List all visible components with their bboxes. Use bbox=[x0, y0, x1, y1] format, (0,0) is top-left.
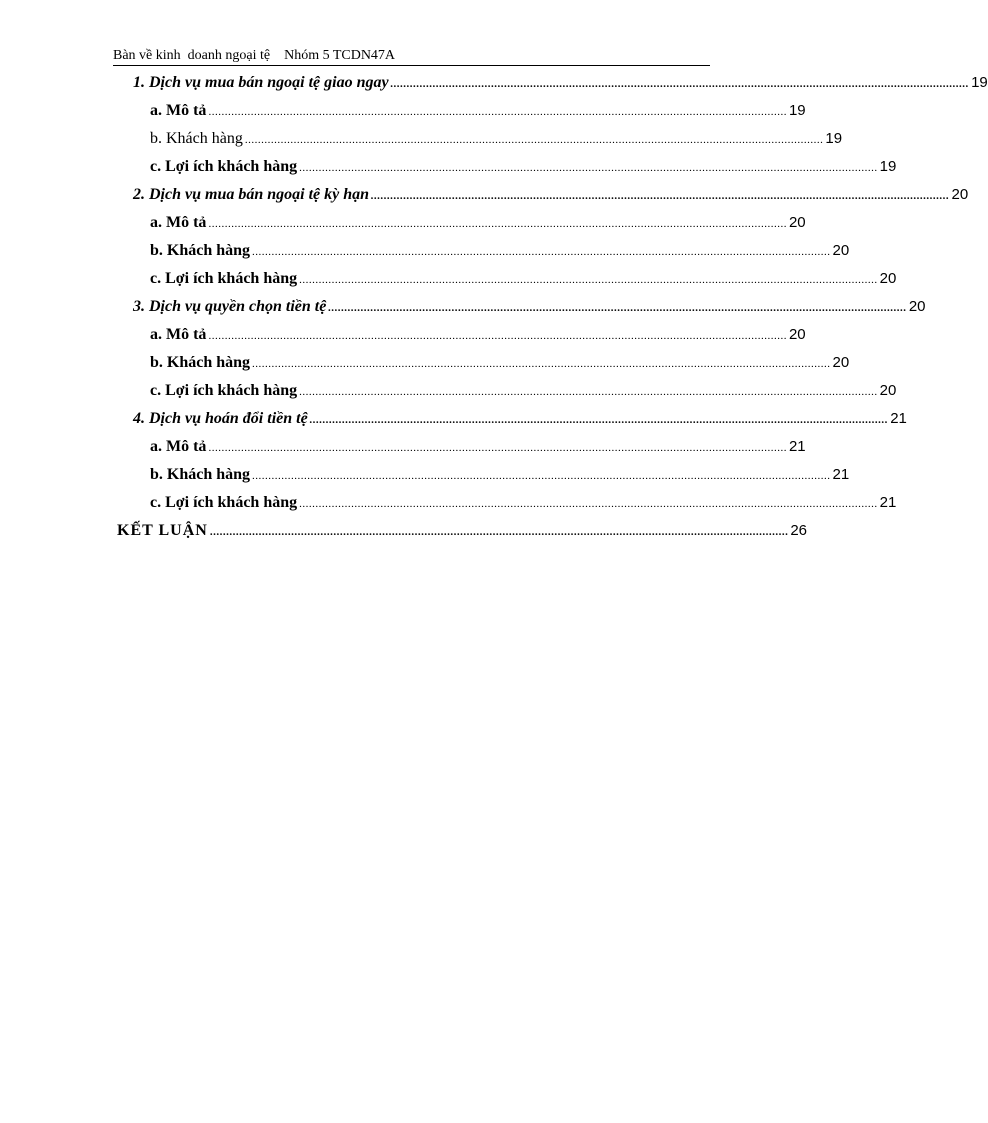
leader-dots: .................................................................................................................................................................................. bbox=[390, 78, 970, 90]
toc-page-number: 19 bbox=[825, 130, 843, 147]
toc-page-number: 21 bbox=[832, 466, 850, 483]
leader-dots: .................................................................................................................................................................................. bbox=[371, 190, 950, 202]
toc-page-number: 19 bbox=[879, 158, 897, 175]
toc-page-number: 19 bbox=[971, 74, 988, 91]
toc-page-number: 20 bbox=[908, 298, 926, 315]
toc-page-number: 20 bbox=[832, 354, 850, 371]
toc-page-number: 26 bbox=[790, 522, 808, 539]
leader-dots: .................................................................................................................................................................................. bbox=[309, 414, 889, 426]
toc-page-number: 20 bbox=[832, 242, 850, 259]
toc-section-4[interactable] bbox=[133, 409, 907, 429]
leader-dots: .................................................................................................................................................................................. bbox=[299, 162, 878, 174]
toc-item-1a[interactable] bbox=[150, 101, 806, 121]
toc-item-4b[interactable] bbox=[150, 465, 850, 485]
toc-item-label: a. Mô tả bbox=[150, 102, 207, 119]
toc-item-label: c. Lợi ích khách hàng bbox=[150, 382, 298, 399]
toc-item-label: c. Lợi ích khách hàng bbox=[150, 270, 298, 287]
leader-dots: .................................................................................................................................................................................. bbox=[208, 330, 787, 342]
running-header bbox=[113, 48, 710, 66]
leader-dots: .................................................................................................................................................................................. bbox=[208, 218, 787, 230]
leader-dots: .................................................................................................................................................................................. bbox=[208, 106, 787, 118]
toc-item-label: c. Lợi ích khách hàng bbox=[150, 158, 298, 175]
toc-item-label: b. Khách hàng bbox=[150, 242, 251, 259]
toc-item-1b[interactable] bbox=[150, 129, 843, 149]
leader-dots: .................................................................................................................................................................................. bbox=[328, 302, 907, 314]
toc-item-label: b. Khách hàng bbox=[150, 130, 243, 147]
toc-page-number: 20 bbox=[879, 382, 897, 399]
toc-item-1c[interactable] bbox=[150, 157, 897, 177]
header-group: Nhóm 5 TCDN47A bbox=[284, 48, 396, 63]
toc-conclusion-label: KẾT LUẬN bbox=[117, 522, 208, 539]
leader-dots: .................................................................................................................................................................................. bbox=[244, 134, 824, 146]
leader-dots: .................................................................................................................................................................................. bbox=[209, 526, 789, 538]
toc-section-3[interactable] bbox=[133, 297, 926, 317]
toc-item-2a[interactable] bbox=[150, 213, 806, 233]
toc-section-1[interactable] bbox=[133, 73, 988, 93]
toc-page-number: 19 bbox=[788, 102, 806, 119]
toc-section-title: 1. Dịch vụ mua bán ngoại tệ giao ngay bbox=[133, 74, 389, 91]
leader-dots: .................................................................................................................................................................................. bbox=[299, 498, 878, 510]
leader-dots: .................................................................................................................................................................................. bbox=[252, 246, 831, 258]
toc-section-title: 2. Dịch vụ mua bán ngoại tệ kỳ hạn bbox=[133, 186, 370, 203]
toc-item-3a[interactable] bbox=[150, 325, 806, 345]
toc-section-title: 3. Dịch vụ quyền chọn tiền tệ bbox=[133, 298, 327, 315]
toc-page-number: 21 bbox=[890, 410, 907, 427]
toc-item-label: c. Lợi ích khách hàng bbox=[150, 494, 298, 511]
toc-page-number: 21 bbox=[788, 438, 806, 455]
toc-page-number: 20 bbox=[951, 186, 969, 203]
toc-page-number: 21 bbox=[879, 494, 897, 511]
toc-item-2b[interactable] bbox=[150, 241, 850, 261]
toc-item-label: a. Mô tả bbox=[150, 438, 207, 455]
leader-dots: .................................................................................................................................................................................. bbox=[208, 442, 787, 454]
leader-dots: .................................................................................................................................................................................. bbox=[252, 470, 831, 482]
toc-item-2c[interactable] bbox=[150, 269, 897, 289]
leader-dots: .................................................................................................................................................................................. bbox=[299, 386, 878, 398]
toc-item-3c[interactable] bbox=[150, 381, 897, 401]
toc-item-4c[interactable] bbox=[150, 493, 897, 513]
header-title: Bàn về kinh doanh ngoại tệ bbox=[113, 48, 271, 63]
toc-section-2[interactable] bbox=[133, 185, 969, 205]
leader-dots: .................................................................................................................................................................................. bbox=[252, 358, 831, 370]
toc-page-number: 20 bbox=[879, 270, 897, 287]
toc-item-3b[interactable] bbox=[150, 353, 850, 373]
leader-dots: .................................................................................................................................................................................. bbox=[299, 274, 878, 286]
toc-item-label: b. Khách hàng bbox=[150, 466, 251, 483]
toc-item-4a[interactable] bbox=[150, 437, 806, 457]
toc-section-title: 4. Dịch vụ hoán đổi tiền tệ bbox=[133, 410, 308, 427]
toc-conclusion[interactable] bbox=[117, 521, 808, 541]
toc-page-number: 20 bbox=[788, 326, 806, 343]
toc-item-label: a. Mô tả bbox=[150, 326, 207, 343]
toc-item-label: b. Khách hàng bbox=[150, 354, 251, 371]
toc-item-label: a. Mô tả bbox=[150, 214, 207, 231]
toc-page-number: 20 bbox=[788, 214, 806, 231]
